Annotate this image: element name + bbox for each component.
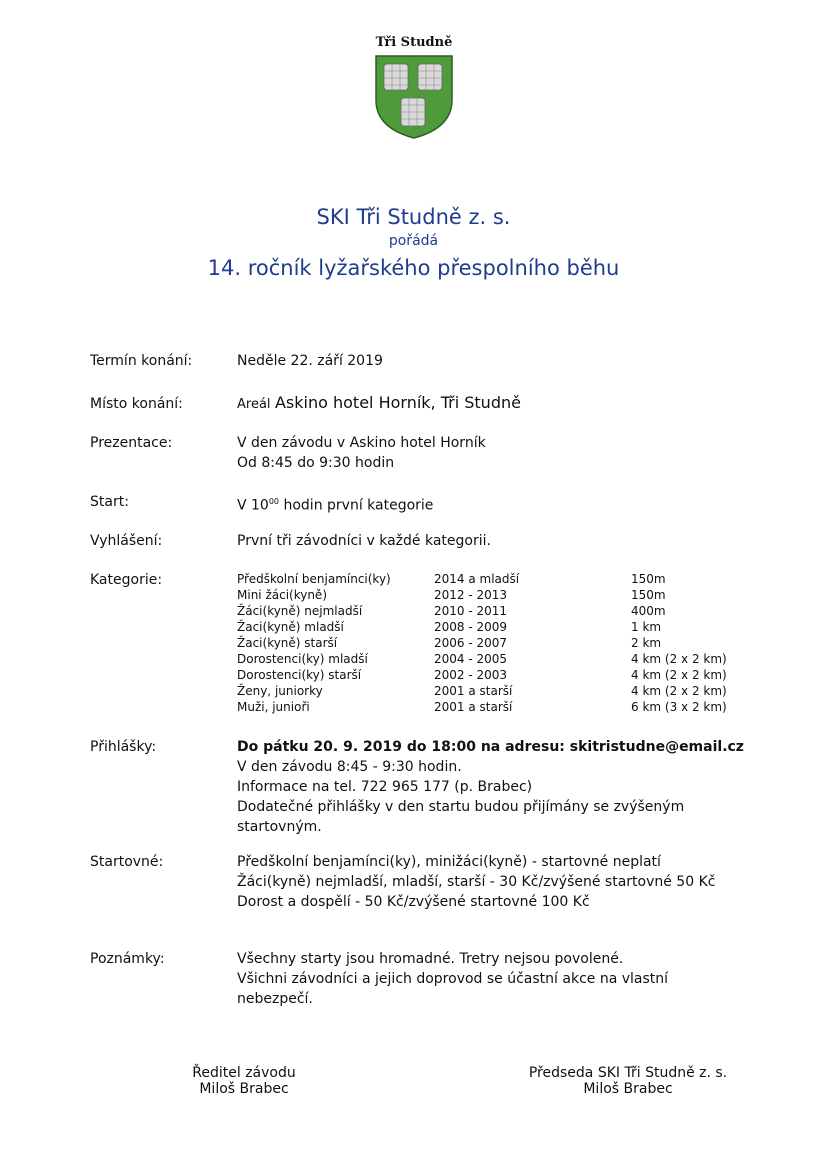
logo-title: Tři Studně <box>375 35 453 50</box>
venue-value <box>237 393 521 415</box>
category-years: 2006 - 2007 <box>434 636 508 650</box>
category-distance: 2 km <box>631 636 662 650</box>
notes-line-1: Všechny starty jsou hromadné. Tretry nejsou povolené. <box>237 951 624 967</box>
category-years: 2012 - 2013 <box>434 588 508 602</box>
category-years: 2001 a starší <box>434 700 513 714</box>
start-sup: 00 <box>268 497 280 506</box>
category-distance: 4 km (2 x 2 km) <box>631 684 727 698</box>
category-distance: 400m <box>631 604 666 618</box>
applications-line-3: Informace na tel. 722 965 177 (p. Brabec) <box>237 779 533 795</box>
awards-value: První tři závodníci v každé kategorii. <box>237 533 491 549</box>
registration-value <box>237 433 486 473</box>
applications-value <box>237 737 744 837</box>
signature-left <box>144 1065 344 1097</box>
category-name: Ženy, juniorky <box>237 684 323 698</box>
category-years: 2002 - 2003 <box>434 668 508 682</box>
notes-value <box>237 949 668 1009</box>
organizer-verb: pořádá <box>388 233 439 249</box>
start-label: Start: <box>90 494 129 510</box>
category-name: Dorostenci(ky) starší <box>237 668 362 682</box>
categories-label: Kategorie: <box>90 572 163 588</box>
category-years: 2008 - 2009 <box>434 620 508 634</box>
shield-icon <box>370 54 458 140</box>
registration-line-1: V den závodu v Askino hotel Horník <box>237 435 486 451</box>
signature-right <box>528 1065 728 1097</box>
event-title: 14. ročník lyžařského přespolního běhu <box>207 256 620 280</box>
category-years: 2004 - 2005 <box>434 652 508 666</box>
table-row <box>0 572 666 588</box>
registration-label: Prezentace: <box>90 435 173 451</box>
category-name: Žaci(kyně) starší <box>237 636 338 650</box>
category-years: 2014 a mladší <box>434 572 520 586</box>
signature-right-name: Miloš Brabec <box>583 1081 673 1097</box>
category-name: Předškolní benjamínci(ky) <box>237 572 391 586</box>
notes-line-2: Všichni závodníci a jejich doprovod se účastní akce na vlastní <box>237 971 669 987</box>
signature-left-role: Ředitel závodu <box>192 1065 296 1081</box>
category-name: Muži, junioři <box>237 700 310 714</box>
category-years: 2001 a starší <box>434 684 513 698</box>
coat-of-arms-logo <box>370 32 458 140</box>
applications-label: Přihlášky: <box>90 739 157 755</box>
organizer-title: SKI Tři Studně z. s. <box>316 205 511 229</box>
entry-fee-line-3: Dorost a dospělí - 50 Kč/zvýšené startovné 100 Kč <box>237 894 590 910</box>
table-row <box>0 668 727 684</box>
date-value: Neděle 22. září 2019 <box>237 353 383 369</box>
applications-line-4: Dodatečné přihlášky v den startu budou přijímány se zvýšeným <box>237 799 685 815</box>
start-value <box>237 492 433 516</box>
notes-line-3: nebezpečí. <box>237 991 313 1007</box>
applications-line-5: startovným. <box>237 819 322 835</box>
applications-line-2: V den závodu 8:45 - 9:30 hodin. <box>237 759 462 775</box>
category-years: 2010 - 2011 <box>434 604 508 618</box>
venue-name: Askino hotel Horník, Tři Studně <box>274 393 521 412</box>
table-row <box>0 604 666 620</box>
signature-left-name: Miloš Brabec <box>199 1081 289 1097</box>
awards-label: Vyhlášení: <box>90 533 163 549</box>
category-distance: 4 km (2 x 2 km) <box>631 668 727 682</box>
category-name: Žáci(kyně) nejmladší <box>237 604 363 618</box>
venue-label: Místo konání: <box>90 396 183 412</box>
table-row <box>0 700 727 716</box>
table-row <box>0 588 666 604</box>
category-distance: 1 km <box>631 620 662 634</box>
category-distance: 150m <box>631 588 666 602</box>
table-row <box>0 652 727 668</box>
category-name: Žaci(kyně) mladší <box>237 620 344 634</box>
entry-fee-line-1: Předškolní benjamínci(ky), minižáci(kyně) - startovné neplatí <box>237 854 661 870</box>
applications-line-1: Do pátku 20. 9. 2019 do 18:00 na adresu: skitristudne@email.cz <box>237 739 744 755</box>
signature-right-role: Předseda SKI Tři Studně z. s. <box>528 1065 728 1081</box>
entry-fee-label: Startovné: <box>90 854 164 870</box>
categories-table <box>0 572 827 722</box>
table-row <box>0 684 727 700</box>
notes-label: Poznámky: <box>90 951 165 967</box>
entry-fee-value <box>237 852 715 912</box>
category-distance: 6 km (3 x 2 km) <box>631 700 727 714</box>
venue-prefix: Areál <box>237 397 271 412</box>
category-name: Dorostenci(ky) mladší <box>237 652 368 666</box>
category-distance: 4 km (2 x 2 km) <box>631 652 727 666</box>
table-row <box>0 636 662 652</box>
start-post: hodin první kategorie <box>279 497 434 514</box>
entry-fee-line-2: Žáci(kyně) nejmladší, mladší, starší - 30 Kč/zvýšené startovné 50 Kč <box>237 874 716 890</box>
start-pre: V 10 <box>237 497 269 514</box>
table-row <box>0 620 662 636</box>
category-distance: 150m <box>631 572 666 586</box>
category-name: Mini žáci(kyně) <box>237 588 327 602</box>
registration-line-2: Od 8:45 do 9:30 hodin <box>237 455 395 471</box>
date-label: Termín konání: <box>90 353 193 369</box>
